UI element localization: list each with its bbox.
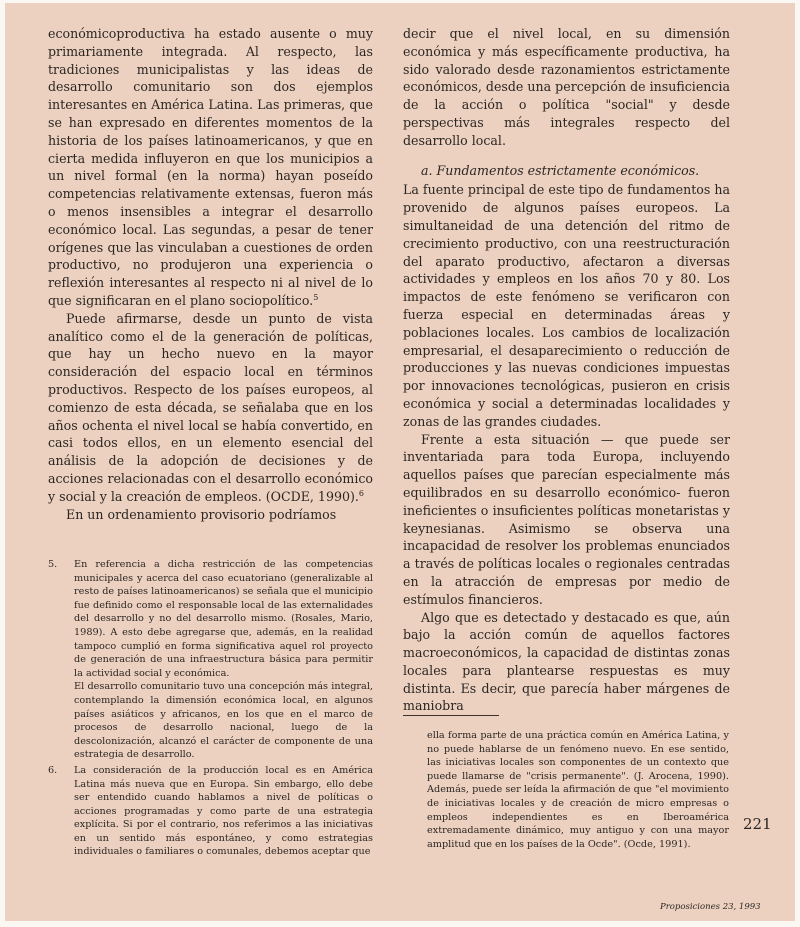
footnote: [48, 764, 373, 859]
footnote-text: La consideración de la producción local es en América Latina más nueva que en Europa. Sin embargo, ello debe ser entendido cuando hablamos a nivel de políticas o acciones programadas y como parte de una estrategia explícita. Si por el contrario, nos referimos a las iniciativas en un sentido más espontáneo, y como estrategias individuales o familiares o comunales, debemos aceptar que: [74, 764, 373, 858]
section-heading: a. Fundamentos estrictamente económicos.: [421, 162, 700, 178]
footnote: [48, 558, 373, 762]
body-paragraph: decir que el nivel local, en su dimensión económica y más específicamente productiva, ha sido valorado desde razonamientos estrictamente económicos, desde una percepción de insuficiencia de la acción o política "social" y desde perspectivas más integrales respecto del desarrollo local.: [403, 26, 730, 148]
body-paragraph: Algo que es detectado y destacado es que, aún bajo la acción común de aquellos factores macroeconómicos, la capacidad de distintas zonas locales para plantearse respuestas es muy distinta. Es decir, que parecía haber márgenes de maniobra: [403, 609, 730, 714]
body-paragraph: Frente a esta situación — que puede ser inventariada para toda Europa, incluyendo aquellos países que parecían especialmente más equilibrados en su desarrollo económico- fueron ineficientes o insuficientes políticas monetaristas y keynesianas. Asimismo se observa una incapacidad de resolver los problemas enunciados a través de políticas locales o regionales centradas en la atracción de empresas por medio de estímulos financieros.: [403, 431, 730, 607]
paragraph-text: Puede afirmarse, desde un punto de vista analítico como el de la generación de políticas, que hay un hecho nuevo en la mayor consideración del espacio local en términos productivos. Respecto de los países europeos, al comienzo de esta década, se señalaba que en los años ochenta el nivel local se había convertido, en casi todos ellos, en un elemento esencial del análisis de la adopción de decisiones y de acciones relacionadas con el desarrollo económico y social y la creación de empleos. (OCDE, 1990).: [48, 310, 373, 504]
left-text-column: [48, 25, 373, 523]
body-paragraph: En un ordenamiento provisorio podríamos: [66, 506, 337, 522]
scanned-page: [5, 3, 795, 921]
footnote-reference: 6: [358, 488, 364, 498]
body-paragraph: La fuente principal de este tipo de fundamentos ha provenido de algunos países europeos. La simultaneidad de una detención del ritmo de crecimiento productivo, con una reestructuración del aparato productivo, afectaron a diversas actividades y empleos en los años 70 y 80. Los impactos de este fenómeno se verificaron con fuerza especial en determinadas áreas y poblaciones locales. Los cambios de localización empresarial, el desaparecimiento o reducción de producciones y las nuevas condiciones impuestas por innovaciones tecnológicas, pusieron en crisis económica y social a determinadas localidades y zonas de las grandes ciudades.: [403, 182, 730, 429]
footnote-text: En referencia a dicha restricción de las competencias municipales y acerca del caso ecuatoriano (generalizable al resto de países latinoamericanos) se señala que el municipio fue definido como el responsable local de las externalidades del desarrollo y no del desarrollo mismo. (Rosales, Mario, 1989). A esto debe agregarse que, además, en la realidad tampoco cumplió en forma significativa aquel rol proyecto de generación de una infraestructura básica para permitir la actividad social y económica.: [74, 559, 373, 679]
body-paragraph: [48, 310, 373, 506]
page-number: 221: [743, 815, 772, 833]
footnote-reference: 5: [313, 292, 319, 302]
footnote-body: [74, 558, 373, 762]
footnote-number: 5.: [48, 559, 58, 570]
footnote-continuation: ella forma parte de una práctica común en América Latina, y no puede hablarse de un fenómeno nuevo. En ese sentido, las iniciativas locales son componentes de un contexto que puede llamarse de "crisis permanente". (J. Arocena, 1990). Además, puede ser leída la afirmación de que "el movimiento de iniciativas locales y de creación de micro empresas o empleos independientes es en Iberoamérica extremadamente dinámico, muy antiguo y con una mayor amplitud que en los países de la Ocde". (Ocde, 1991).: [427, 730, 729, 850]
footnotes-left: [48, 558, 373, 859]
footnote-body: [74, 764, 373, 859]
footnote-divider: [403, 715, 499, 716]
journal-footer: Proposiciones 23, 1993: [660, 902, 761, 912]
right-text-column: [403, 25, 730, 715]
paragraph-text: económicoproductiva ha estado ausente o muy primariamente integrada. Al respecto, las tradiciones municipalistas y las ideas de desarrollo comunitario son dos ejemplos interesantes en América Latina. Las primeras, que se han expresado en diferentes momentos de la historia de los países latinoamericanos, y que en cierta medida influyeron en que los municipios a un nivel formal (en la norma) hayan poseído competencias relativamente extensas, fueron más o menos insensibles a integrar el desarrollo económico local. Las segundas, a pesar de tener orígenes que las vinculaban a cuestiones de orden productivo, no produjeron una experiencia o reflexión interesantes al respecto ni al nivel de lo que significaran en el plano sociopolítico.: [48, 26, 373, 308]
footnote-text: El desarrollo comunitario tuvo una concepción más integral, contemplando la dimensión económica local, en algunos países asiáticos y africanos, en los que en el marco de procesos de desarrollo nacional, luego de la descolonización, alcanzó el carácter de componente de una estrategia de desarrollo.: [74, 681, 373, 761]
footnote-number: 6.: [48, 764, 58, 776]
body-paragraph: [48, 25, 373, 310]
